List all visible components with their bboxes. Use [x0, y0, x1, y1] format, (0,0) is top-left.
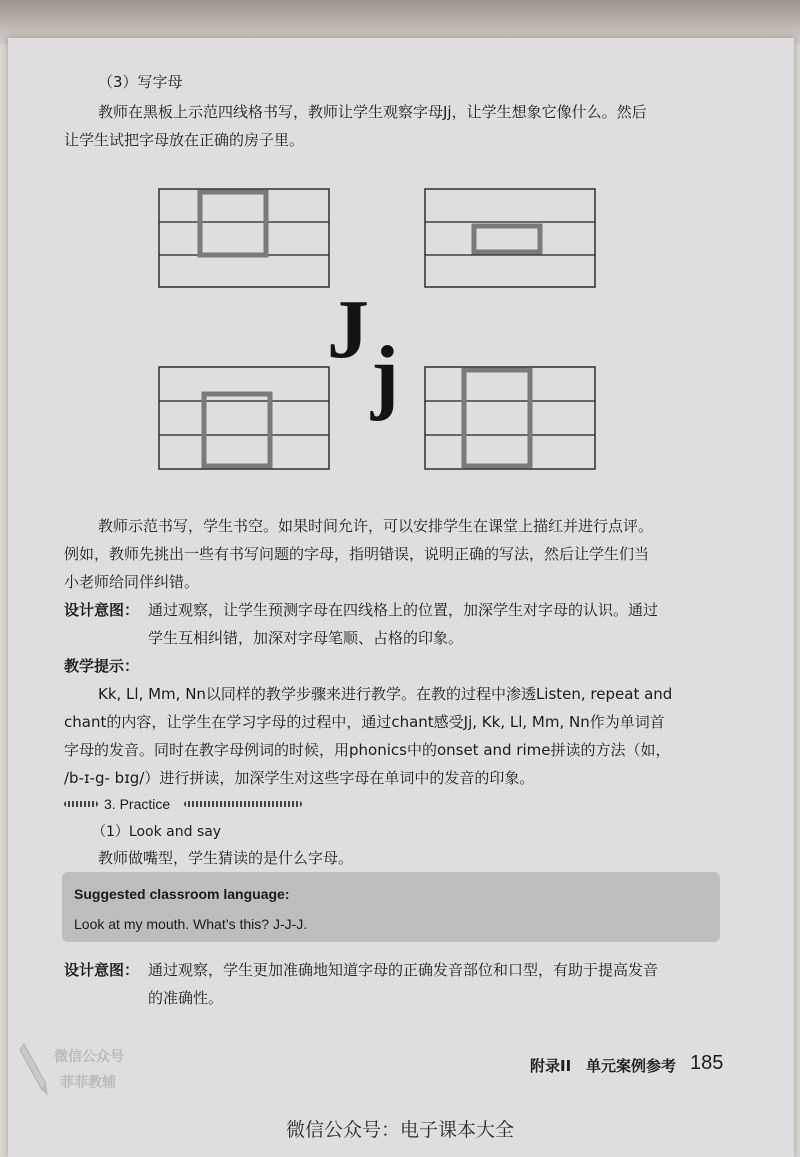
design-intent-line: 通过观察，学生更加准确地知道字母的正确发音部位和口型，有助于提高发音	[148, 961, 659, 979]
intro-line: 教师在黑板上示范四线格书写，教师让学生观察字母Jj，让学生想象它像什么。然后	[98, 103, 647, 121]
teaching-tips-label: 教学提示：	[64, 657, 140, 675]
practice-subheading: （1）Look and say	[92, 824, 222, 840]
letter-uppercase-j: J	[327, 283, 369, 376]
letter-house-box	[474, 226, 540, 252]
page-number: 185	[690, 1052, 724, 1074]
watermark-badge	[16, 1038, 148, 1112]
teaching-tips-line: 字母的发音。同时在教字母例词的时候，用phonics中的onset and rime拼读的方法（如，	[64, 741, 671, 759]
practice-description: 教师做嘴型，学生猜读的是什么字母。	[98, 849, 354, 867]
design-intent-label: 设计意图：	[64, 601, 140, 619]
classroom-language-title: Suggested classroom language:	[74, 886, 290, 902]
teaching-tips-line: Kk, Ll, Mm, Nn以同样的教学步骤来进行教学。在教的过程中渗透Listen, repeat and	[98, 685, 673, 703]
practice-heading: 3. Practice	[104, 796, 171, 812]
four-line-grid-bottom-left	[158, 366, 330, 470]
classroom-language-text: Look at my mouth. What’s this? J-J-J.	[74, 916, 308, 932]
design-intent-label: 设计意图：	[64, 961, 140, 979]
design-intent-line: 学生互相纠错，加深对字母笔顺、占格的印象。	[148, 629, 464, 647]
four-line-grid-top-left	[158, 188, 330, 288]
four-line-grid-bottom-right	[424, 366, 596, 470]
pen-icon	[16, 1040, 56, 1100]
footer-title: 单元案例参考	[586, 1057, 677, 1075]
footer-section: 附录II	[530, 1057, 572, 1075]
section-heading: （3）写字母	[98, 73, 183, 91]
intro-line: 让学生试把字母放在正确的房子里。	[64, 131, 305, 149]
bottom-watermark: 微信公众号：电子课本大全	[285, 1119, 514, 1141]
letter-house-box	[464, 370, 530, 466]
watermark-line: 菲菲教辅	[60, 1075, 116, 1091]
letter-lowercase-j: j	[371, 329, 399, 422]
letter-house-box	[200, 192, 266, 255]
design-intent-line: 通过观察，让学生预测字母在四线格上的位置，加深学生对字母的认识。通过	[148, 601, 659, 619]
book-page	[8, 38, 794, 1157]
four-line-grid-top-right	[424, 188, 596, 288]
demo-paragraph-line: 例如，教师先挑出一些有书写问题的字母，指明错误，说明正确的写法，然后让学生们当	[64, 545, 650, 563]
watermark-line: 微信公众号	[54, 1049, 124, 1065]
decorative-wave-left	[64, 801, 98, 807]
demo-paragraph-line: 教师示范书写，学生书空。如果时间允许，可以安排学生在课堂上描红并进行点评。	[98, 517, 654, 535]
demo-paragraph-line: 小老师给同伴纠错。	[64, 573, 200, 591]
decorative-wave-right	[184, 801, 302, 807]
teaching-tips-line: /b-ɪ-g- bɪg/）进行拼读，加深学生对这些字母在单词中的发音的印象。	[64, 769, 535, 787]
letter-house-box	[204, 394, 270, 466]
design-intent-line: 的准确性。	[148, 989, 224, 1007]
teaching-tips-line: chant的内容，让学生在学习字母的过程中，通过chant感受Jj, Kk, Ll, Mm, Nn作为单词首	[64, 713, 665, 731]
